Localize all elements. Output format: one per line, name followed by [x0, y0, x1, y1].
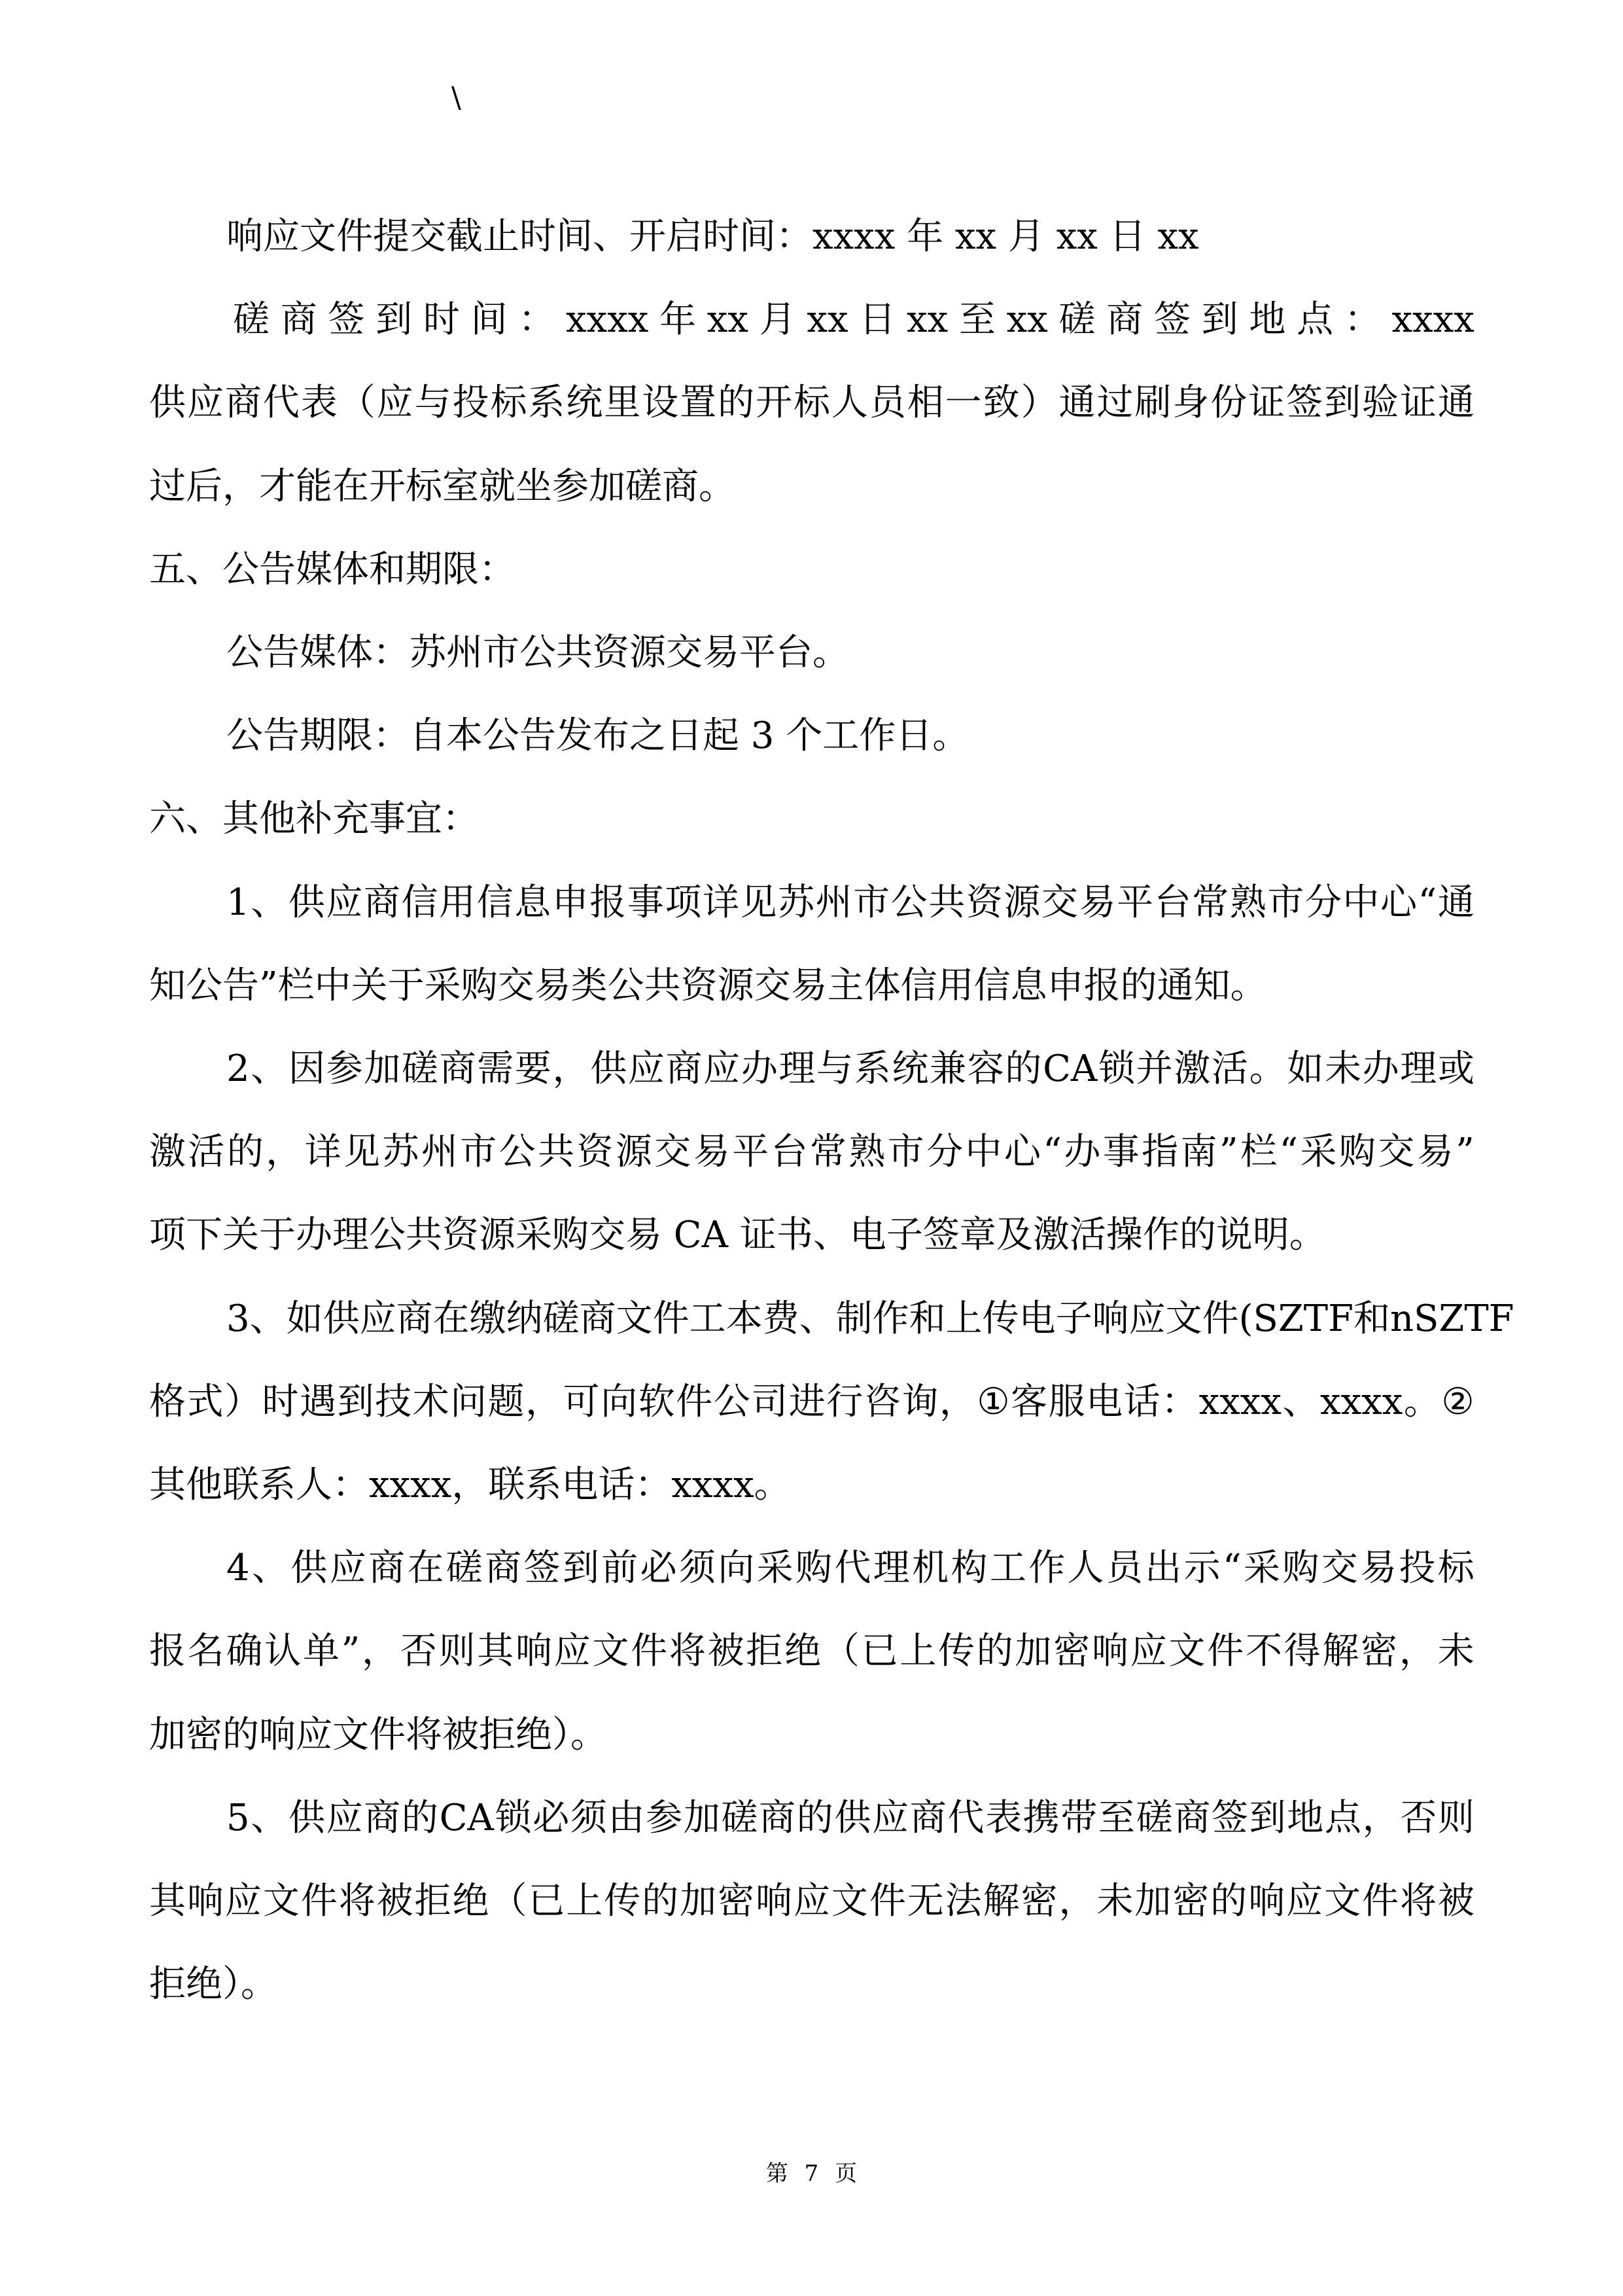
- list-item-line: [149, 1881, 1475, 1964]
- justified-text: 格 式 ） 时 遇 到 技 术 问 题 ， 可 向 软 件 公 司 进 行 咨 询 ， ① 客 服 电 话 ： xxxx 、 xxxx 。 ②: [149, 1380, 1475, 1423]
- list-item-line: [149, 1797, 1475, 1881]
- justified-text: 2 、 因 参 加 磋 商 需 要 ， 供 应 商 应 办 理 与 系 统 兼 容 的 CA 锁 并 激 活 。 如 未 办 理 或: [226, 1048, 1475, 1090]
- text-line: [149, 382, 1475, 465]
- text-line: 公告媒体：苏州市公共资源交易平台。: [226, 631, 849, 674]
- text-line: [149, 299, 1475, 382]
- list-item-line: 项下关于办理公共资源采购交易 CA 证书、电子签章及激活操作的说明。: [149, 1214, 1326, 1257]
- text-line: 过后，才能在开标室就坐参加磋商。: [149, 465, 735, 508]
- list-item-line: 其他联系人：xxxx，联系电话：xxxx。: [149, 1464, 791, 1506]
- justified-text: 供 应 商 代 表 （ 应 与 投 标 系 统 里 设 置 的 开 标 人 员 相 一 致 ） 通 过 刷 身 份 证 签 到 验 证 通: [149, 381, 1475, 425]
- page-number: 第 7 页: [765, 2161, 858, 2187]
- list-item-line: 知公告”栏中关于采购交易类公共资源交易主体信用信息申报的通知。: [149, 964, 1267, 1007]
- list-item-line: [149, 1547, 1475, 1631]
- section-heading: 五、公告媒体和期限：: [149, 548, 515, 591]
- text-line: 响应文件提交截止时间、开启时间：xxxx 年 xx 月 xx 日 xx: [226, 215, 1199, 258]
- list-item-line: [149, 1048, 1475, 1131]
- section-heading: 六、其他补充事宜：: [149, 798, 479, 841]
- text-line: 公告期限：自本公告发布之日起 3 个工作日。: [226, 715, 969, 758]
- justified-text: 激 活 的 ， 详 见 苏 州 市 公 共 资 源 交 易 平 台 常 熟 市 分 中 心 “ 办 事 指 南 ” 栏 “ 采 购 交 易 ”: [149, 1131, 1475, 1174]
- list-item-line: [149, 882, 1475, 965]
- list-item-line: [149, 1297, 1514, 1381]
- list-item-line: 拒绝）。: [149, 1963, 277, 2006]
- list-item-line: [149, 1381, 1475, 1464]
- justified-text: 磋 商 签 到 时 间 ： xxxx 年 xx 月 xx 日 xx 至 xx 磋 商 签 到 地 点 ： xxxx: [233, 298, 1475, 342]
- justified-text: 3 、 如 供 应 商 在 缴 纳 磋 商 文 件 工 本 费 、 制 作 和 上 传 电 子 响 应 文 件 ( SZTF 和 nSZTF: [226, 1297, 1514, 1340]
- list-item-line: [149, 1131, 1475, 1214]
- justified-text: 1 、 供 应 商 信 用 信 息 申 报 事 项 详 见 苏 州 市 公 共 资 源 交 易 平 台 常 熟 市 分 中 心 “ 通: [226, 881, 1475, 924]
- list-item-line: 加密的响应文件将被拒绝）。: [149, 1713, 607, 1756]
- corner-mark: \: [451, 81, 461, 115]
- list-item-line: [149, 1631, 1475, 1714]
- justified-text: 5 、 供 应 商 的 CA 锁 必 须 由 参 加 磋 商 的 供 应 商 代 表 携 带 至 磋 商 签 到 地 点 ， 否 则: [226, 1796, 1475, 1839]
- justified-text: 其 响 应 文 件 将 被 拒 绝 （ 已 上 传 的 加 密 响 应 文 件 无 法 解 密 ， 未 加 密 的 响 应 文 件 将 被: [149, 1880, 1475, 1922]
- justified-text: 4 、 供 应 商 在 磋 商 签 到 前 必 须 向 采 购 代 理 机 构 工 作 人 员 出 示 “ 采 购 交 易 投 标: [226, 1547, 1475, 1590]
- justified-text: 报 名 确 认 单 ” ， 否 则 其 响 应 文 件 将 被 拒 绝 （ 已 上 传 的 加 密 响 应 文 件 不 得 解 密 ， 未: [149, 1630, 1475, 1673]
